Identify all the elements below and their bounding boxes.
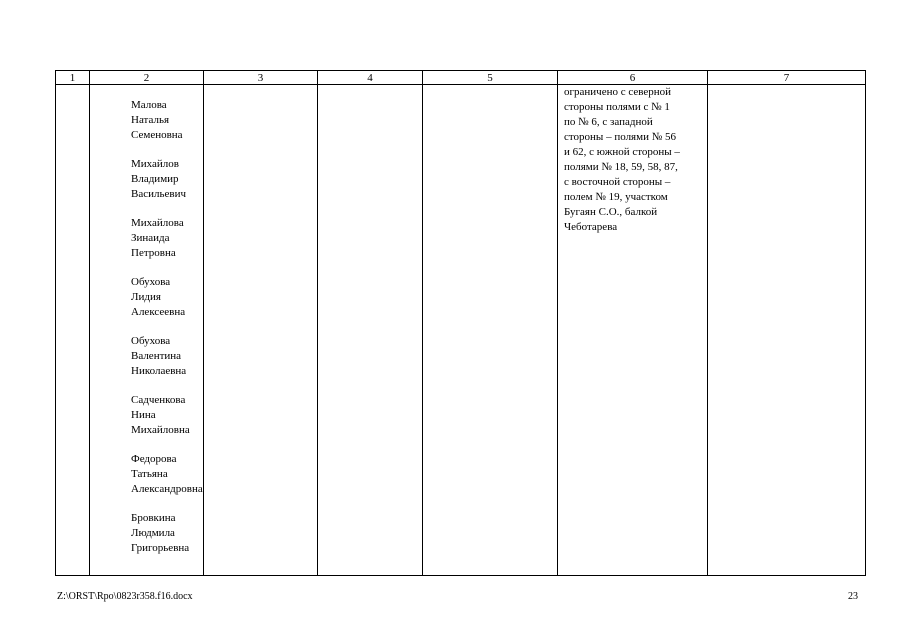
cell-col-2-owners bbox=[90, 85, 204, 576]
owner-first-name: Нина bbox=[131, 409, 156, 421]
owner-patronymic: Васильевич bbox=[131, 188, 186, 200]
list-item bbox=[131, 98, 203, 143]
owner-surname: Обухова bbox=[131, 276, 171, 288]
list-item bbox=[131, 157, 203, 202]
owner-first-name: Валентина bbox=[131, 350, 182, 362]
owner-surname: Михайлова bbox=[131, 217, 184, 229]
owners-list bbox=[90, 85, 203, 556]
cell-col-4 bbox=[318, 85, 423, 576]
owner-patronymic: Николаевна bbox=[131, 365, 187, 377]
owner-patronymic: Михайловна bbox=[131, 424, 190, 436]
cell-col-1 bbox=[56, 85, 90, 576]
owner-first-name: Татьяна bbox=[131, 468, 168, 480]
footer-file-path: Z:\ORST\Rpo\0823r358.f16.docx bbox=[57, 591, 193, 602]
owner-surname: Малова bbox=[131, 99, 167, 111]
column-header-6: 6 bbox=[558, 71, 708, 85]
cell-col-3 bbox=[204, 85, 318, 576]
list-item bbox=[131, 393, 203, 438]
column-header-2: 2 bbox=[90, 71, 204, 85]
owner-first-name: Зинаида bbox=[131, 232, 170, 244]
owner-first-name: Наталья bbox=[131, 114, 170, 126]
owner-patronymic: Григорьевна bbox=[131, 542, 190, 554]
page-number: 23 bbox=[848, 591, 858, 602]
document-table bbox=[55, 70, 866, 576]
owner-surname: Михайлов bbox=[131, 158, 179, 170]
owner-patronymic: Семеновна bbox=[131, 129, 183, 141]
column-header-1: 1 bbox=[56, 71, 90, 85]
cell-col-6-boundary bbox=[558, 85, 708, 576]
table-row bbox=[56, 85, 866, 576]
owner-patronymic: Алексеевна bbox=[131, 306, 186, 318]
owner-first-name: Лидия bbox=[131, 291, 161, 303]
list-item bbox=[131, 452, 203, 497]
owner-surname: Федорова bbox=[131, 453, 177, 465]
boundary-description: ограничено с северной стороны полями с № 1 по № 6, с западной стороны – полями № 56 и 62, с южной стороны – полями № 18, 59, 58, 87, с восточной стороны – полем № 19, участком Бугаян С.О., балкой Чеботарева bbox=[564, 86, 680, 233]
list-item bbox=[131, 511, 203, 556]
column-header-4: 4 bbox=[318, 71, 423, 85]
list-item bbox=[131, 334, 203, 379]
list-item bbox=[131, 216, 203, 261]
column-header-7: 7 bbox=[708, 71, 866, 85]
cell-col-7 bbox=[708, 85, 866, 576]
column-header-3: 3 bbox=[204, 71, 318, 85]
list-item bbox=[131, 275, 203, 320]
owner-patronymic: Александровна bbox=[131, 483, 203, 495]
cell-col-5 bbox=[423, 85, 558, 576]
owner-surname: Обухова bbox=[131, 335, 171, 347]
owner-first-name: Людмила bbox=[131, 527, 175, 539]
header-row bbox=[56, 71, 866, 85]
owner-surname: Садченкова bbox=[131, 394, 186, 406]
owner-patronymic: Петровна bbox=[131, 247, 176, 259]
owner-first-name: Владимир bbox=[131, 173, 179, 185]
column-header-5: 5 bbox=[423, 71, 558, 85]
owner-surname: Бровкина bbox=[131, 512, 176, 524]
